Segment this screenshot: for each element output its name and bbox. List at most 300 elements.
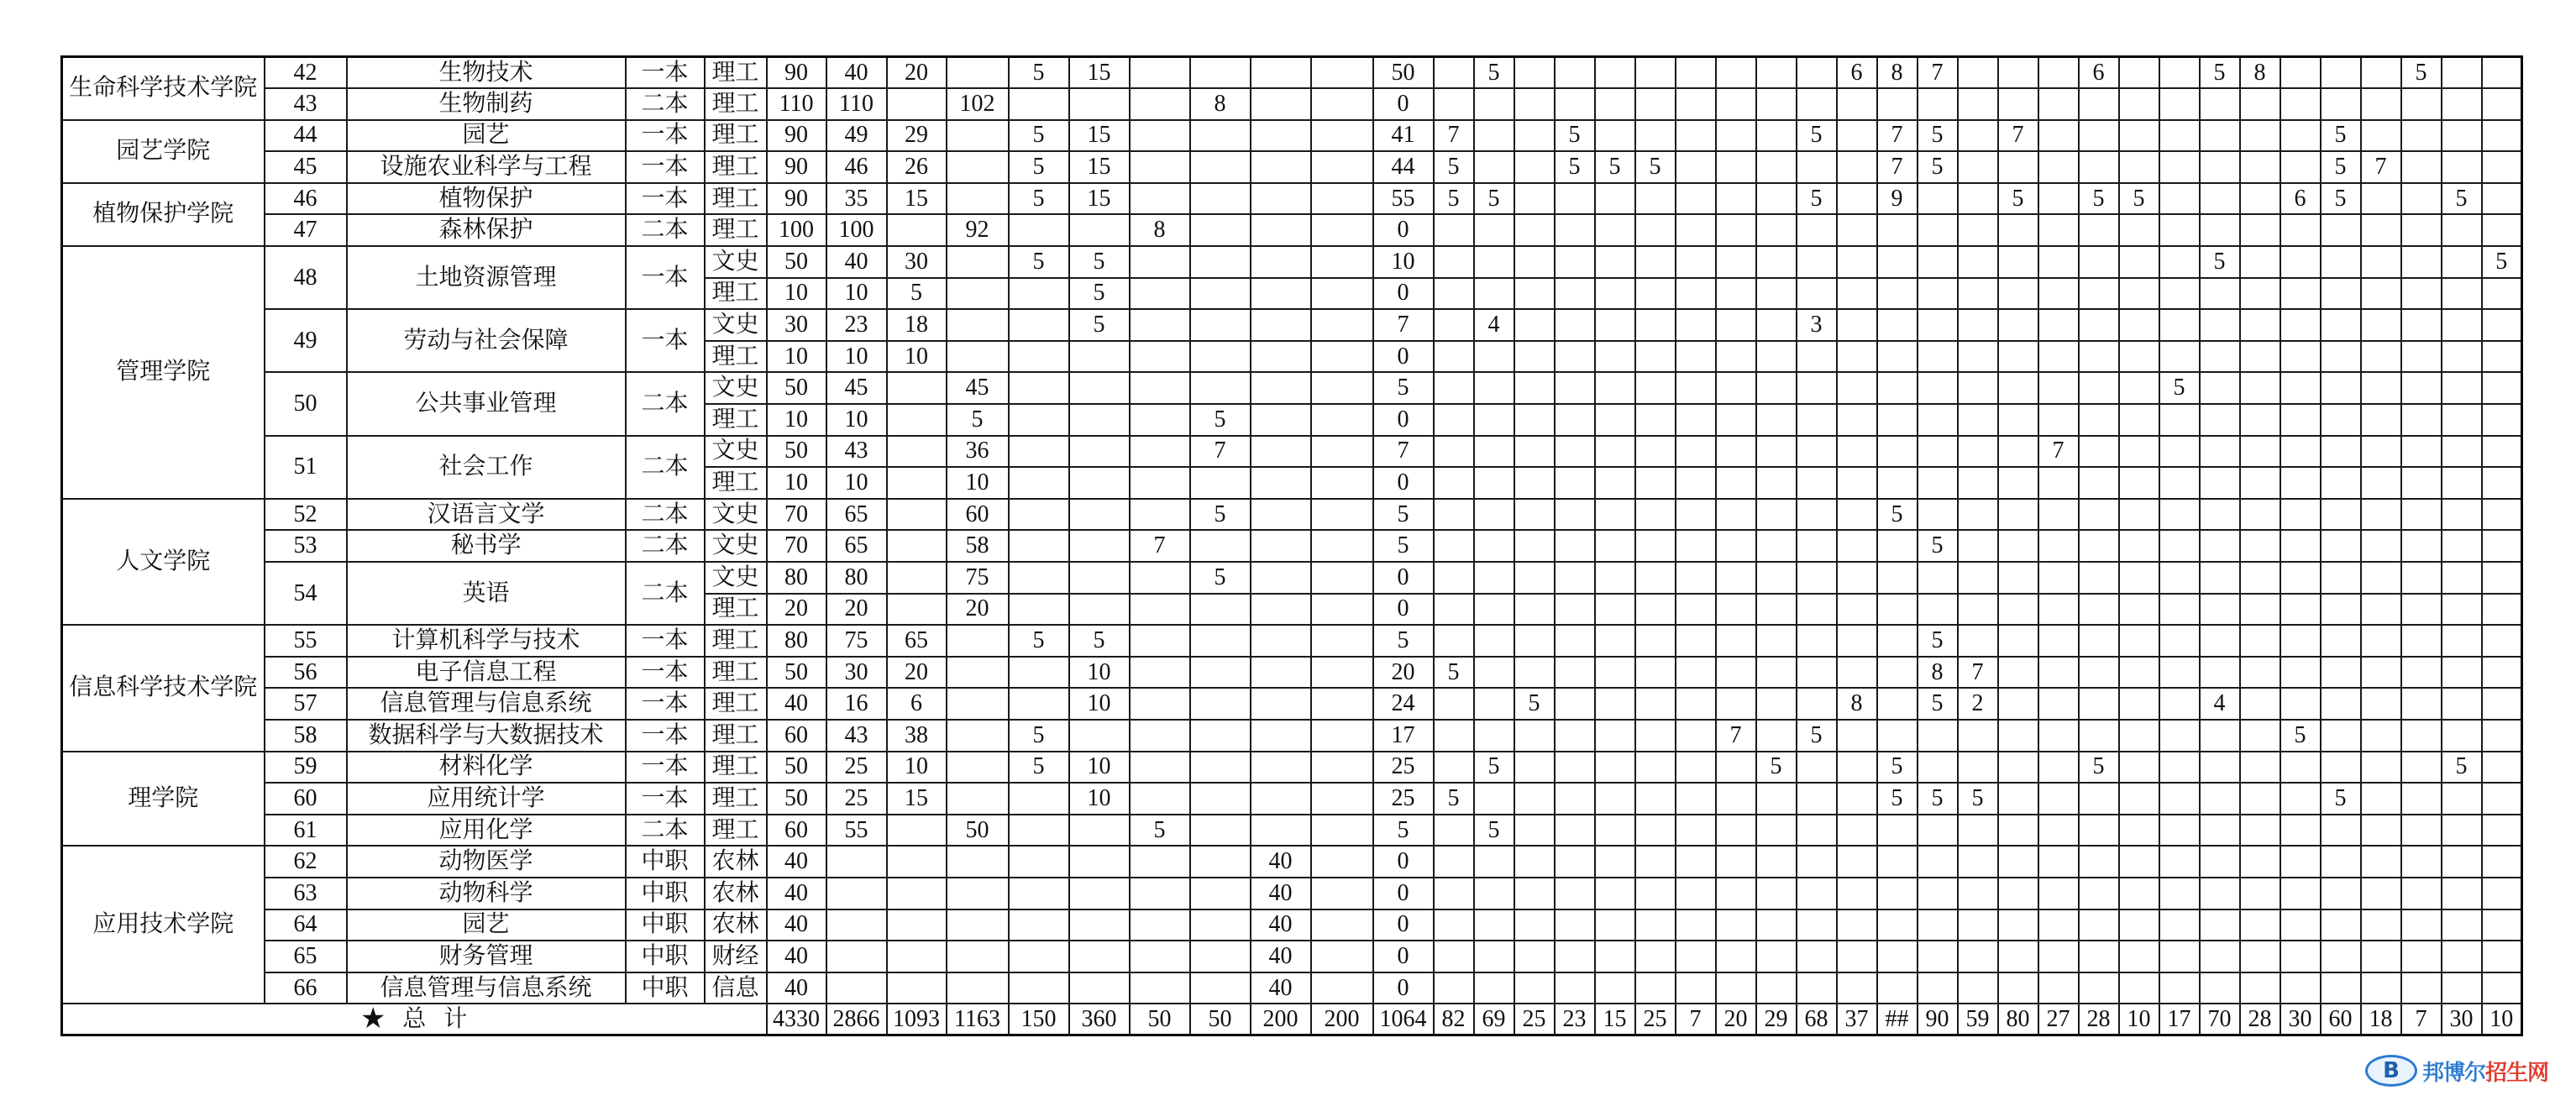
distribution-value-cell xyxy=(2240,120,2280,152)
subject-category-cell: 理工 xyxy=(705,720,767,752)
major-name-cell: 生物制药 xyxy=(347,88,626,120)
distribution-value-cell xyxy=(2442,151,2482,183)
distribution-value-cell xyxy=(2482,972,2522,1004)
distribution-value-cell xyxy=(2361,246,2401,278)
plan-value-cell: 20 xyxy=(887,657,947,689)
table-row xyxy=(62,499,2522,531)
distribution-value-cell xyxy=(1676,183,1716,215)
distribution-value-cell xyxy=(2361,909,2401,941)
major-name-cell: 英语 xyxy=(347,562,626,625)
plan-value-cell: 40 xyxy=(767,688,826,720)
distribution-value-cell xyxy=(2321,752,2361,784)
plan-value-cell: 10 xyxy=(947,467,1009,499)
distribution-value-cell xyxy=(1635,941,1676,972)
distribution-value-cell xyxy=(1676,752,1716,784)
distribution-value-cell xyxy=(2482,214,2522,246)
distribution-value-cell: 5 xyxy=(1877,783,1918,815)
distribution-value-cell xyxy=(2442,372,2482,404)
plan-value-cell: 7 xyxy=(1190,436,1251,468)
distribution-value-cell xyxy=(1756,404,1797,436)
distribution-value-cell xyxy=(1837,625,1877,657)
subject-category-cell: 理工 xyxy=(705,752,767,784)
distribution-value-cell xyxy=(2119,720,2159,752)
distribution-value-cell xyxy=(1918,309,1958,341)
plan-value-cell xyxy=(1311,309,1373,341)
subject-category-cell: 理工 xyxy=(705,88,767,120)
plan-value-cell: 10 xyxy=(887,752,947,784)
distribution-value-cell xyxy=(1676,467,1716,499)
distribution-value-cell xyxy=(1676,594,1716,626)
distribution-value-cell xyxy=(2321,246,2361,278)
plan-value-cell: 5 xyxy=(1190,562,1251,594)
distribution-value-cell xyxy=(1635,657,1676,689)
distribution-value-cell xyxy=(2159,436,2200,468)
plan-value-cell xyxy=(1130,752,1190,784)
distribution-value-cell xyxy=(2200,88,2240,120)
plan-value-cell xyxy=(1251,594,1311,626)
distribution-value-cell xyxy=(2280,909,2321,941)
distribution-value-cell: 5 xyxy=(1797,183,1837,215)
distribution-value-cell xyxy=(2280,688,2321,720)
plan-value-cell: 0 xyxy=(1373,878,1434,909)
plan-value-cell xyxy=(1130,562,1190,594)
distribution-value-cell xyxy=(1998,972,2038,1004)
distribution-value-cell xyxy=(1837,436,1877,468)
distribution-value-cell xyxy=(2159,88,2200,120)
plan-value-cell xyxy=(1069,404,1130,436)
distribution-value-cell xyxy=(2200,436,2240,468)
plan-value-cell xyxy=(1069,214,1130,246)
distribution-value-cell xyxy=(1514,404,1555,436)
plan-value-cell: 20 xyxy=(887,57,947,89)
plan-value-cell xyxy=(1251,783,1311,815)
distribution-value-cell xyxy=(2442,972,2482,1004)
table-row xyxy=(62,57,2522,89)
table-row xyxy=(62,688,2522,720)
distribution-value-cell xyxy=(2119,530,2159,562)
plan-value-cell: 17 xyxy=(1373,720,1434,752)
plan-value-cell xyxy=(1251,183,1311,215)
total-plan-value-cell: 1064 xyxy=(1373,1004,1434,1035)
distribution-value-cell xyxy=(2038,372,2079,404)
distribution-value-cell xyxy=(2159,783,2200,815)
distribution-value-cell xyxy=(1635,625,1676,657)
batch-level-cell: 一本 xyxy=(626,783,705,815)
distribution-value-cell xyxy=(1998,783,2038,815)
plan-value-cell: 0 xyxy=(1373,594,1434,626)
distribution-value-cell xyxy=(1474,941,1514,972)
distribution-value-cell xyxy=(1514,183,1555,215)
distribution-value-cell xyxy=(2240,278,2280,310)
plan-value-cell: 40 xyxy=(1251,972,1311,1004)
total-plan-value-cell: 4330 xyxy=(767,1004,826,1035)
distribution-value-cell xyxy=(2038,151,2079,183)
plan-value-cell xyxy=(1130,688,1190,720)
plan-value-cell: 25 xyxy=(826,783,887,815)
distribution-value-cell xyxy=(1998,909,2038,941)
plan-value-cell: 25 xyxy=(1373,752,1434,784)
plan-value-cell xyxy=(1311,499,1373,531)
distribution-value-cell xyxy=(2401,278,2442,310)
distribution-value-cell xyxy=(2240,341,2280,373)
distribution-value-cell xyxy=(1877,720,1918,752)
distribution-value-cell xyxy=(1635,688,1676,720)
distribution-value-cell xyxy=(1877,562,1918,594)
distribution-value-cell xyxy=(2361,846,2401,878)
distribution-value-cell xyxy=(1514,941,1555,972)
distribution-value-cell xyxy=(1797,530,1837,562)
distribution-value-cell xyxy=(1756,657,1797,689)
distribution-value-cell: 7 xyxy=(1877,120,1918,152)
plan-value-cell xyxy=(1190,941,1251,972)
distribution-value-cell xyxy=(1797,909,1837,941)
plan-value-cell xyxy=(1311,941,1373,972)
distribution-value-cell xyxy=(1595,467,1635,499)
distribution-value-cell xyxy=(1797,88,1837,120)
plan-value-cell: 110 xyxy=(767,88,826,120)
distribution-value-cell xyxy=(1958,878,1998,909)
distribution-value-cell xyxy=(1474,499,1514,531)
distribution-value-cell xyxy=(1958,309,1998,341)
plan-value-cell xyxy=(1069,88,1130,120)
distribution-value-cell xyxy=(1998,88,2038,120)
distribution-value-cell xyxy=(1797,688,1837,720)
distribution-value-cell xyxy=(1998,815,2038,847)
distribution-value-cell xyxy=(1514,625,1555,657)
distribution-value-cell xyxy=(2321,57,2361,89)
batch-level-cell: 一本 xyxy=(626,183,705,215)
distribution-value-cell xyxy=(1918,499,1958,531)
plan-value-cell: 60 xyxy=(767,815,826,847)
plan-value-cell: 50 xyxy=(767,752,826,784)
subject-category-cell: 文史 xyxy=(705,436,767,468)
plan-value-cell: 100 xyxy=(767,214,826,246)
plan-value-cell xyxy=(1251,625,1311,657)
distribution-value-cell xyxy=(2280,972,2321,1004)
subject-category-cell: 理工 xyxy=(705,404,767,436)
distribution-value-cell xyxy=(1877,246,1918,278)
batch-level-cell: 一本 xyxy=(626,720,705,752)
distribution-value-cell xyxy=(1918,562,1958,594)
distribution-value-cell xyxy=(2401,878,2442,909)
distribution-value-cell xyxy=(2200,752,2240,784)
plan-value-cell: 75 xyxy=(947,562,1009,594)
distribution-value-cell xyxy=(1837,341,1877,373)
distribution-value-cell xyxy=(1555,783,1595,815)
major-name-cell: 土地资源管理 xyxy=(347,246,626,309)
plan-value-cell xyxy=(1130,972,1190,1004)
distribution-value-cell xyxy=(1958,909,1998,941)
table-row xyxy=(62,972,2522,1004)
subject-category-cell: 理工 xyxy=(705,783,767,815)
distribution-value-cell xyxy=(1555,499,1595,531)
distribution-value-cell xyxy=(2482,752,2522,784)
distribution-value-cell xyxy=(2361,88,2401,120)
distribution-value-cell xyxy=(1716,688,1756,720)
plan-value-cell: 5 xyxy=(947,404,1009,436)
plan-value-cell: 40 xyxy=(1251,909,1311,941)
distribution-value-cell xyxy=(1514,57,1555,89)
plan-value-cell xyxy=(1130,846,1190,878)
subject-category-cell: 理工 xyxy=(705,625,767,657)
distribution-value-cell: 7 xyxy=(1434,120,1474,152)
plan-value-cell: 30 xyxy=(826,657,887,689)
plan-value-cell: 20 xyxy=(767,594,826,626)
distribution-value-cell xyxy=(2079,214,2119,246)
distribution-value-cell xyxy=(1797,278,1837,310)
distribution-value-cell xyxy=(2200,562,2240,594)
major-name-cell: 数据科学与大数据技术 xyxy=(347,720,626,752)
plan-value-cell xyxy=(1311,783,1373,815)
distribution-value-cell xyxy=(2240,88,2280,120)
total-distribution-value-cell: 59 xyxy=(1958,1004,1998,1035)
plan-value-cell xyxy=(1251,752,1311,784)
distribution-value-cell xyxy=(1716,151,1756,183)
distribution-value-cell xyxy=(1676,341,1716,373)
major-name-cell: 动物医学 xyxy=(347,846,626,878)
distribution-value-cell xyxy=(2280,846,2321,878)
distribution-value-cell xyxy=(2240,657,2280,689)
plan-value-cell xyxy=(1190,467,1251,499)
plan-value-cell xyxy=(1069,530,1130,562)
distribution-value-cell xyxy=(2401,972,2442,1004)
plan-value-cell xyxy=(1069,594,1130,626)
plan-value-cell: 0 xyxy=(1373,88,1434,120)
distribution-value-cell xyxy=(2119,467,2159,499)
subject-category-cell: 文史 xyxy=(705,499,767,531)
distribution-value-cell xyxy=(2361,309,2401,341)
plan-value-cell xyxy=(1311,372,1373,404)
plan-value-cell xyxy=(1190,688,1251,720)
distribution-value-cell xyxy=(1998,404,2038,436)
plan-value-cell xyxy=(1190,372,1251,404)
subject-category-cell: 文史 xyxy=(705,562,767,594)
distribution-value-cell xyxy=(2321,846,2361,878)
major-number-cell: 59 xyxy=(265,752,347,784)
distribution-value-cell xyxy=(2361,941,2401,972)
total-distribution-value-cell: 7 xyxy=(1676,1004,1716,1035)
distribution-value-cell xyxy=(1555,657,1595,689)
distribution-value-cell xyxy=(2321,341,2361,373)
distribution-value-cell: 8 xyxy=(1837,688,1877,720)
distribution-value-cell: 8 xyxy=(1877,57,1918,89)
distribution-value-cell xyxy=(1676,499,1716,531)
distribution-value-cell xyxy=(2280,372,2321,404)
distribution-value-cell xyxy=(2401,720,2442,752)
distribution-value-cell xyxy=(2442,88,2482,120)
distribution-value-cell xyxy=(1756,341,1797,373)
distribution-value-cell xyxy=(1756,278,1797,310)
batch-level-cell: 中职 xyxy=(626,909,705,941)
plan-value-cell xyxy=(1190,309,1251,341)
distribution-value-cell xyxy=(2079,625,2119,657)
plan-value-cell: 30 xyxy=(887,246,947,278)
distribution-value-cell xyxy=(1716,309,1756,341)
distribution-value-cell xyxy=(2200,499,2240,531)
distribution-value-cell xyxy=(1998,499,2038,531)
distribution-value-cell xyxy=(1474,783,1514,815)
distribution-value-cell xyxy=(2482,120,2522,152)
distribution-value-cell xyxy=(1716,594,1756,626)
batch-level-cell: 一本 xyxy=(626,657,705,689)
distribution-value-cell xyxy=(1837,467,1877,499)
distribution-value-cell: 7 xyxy=(1918,57,1958,89)
major-name-cell: 计算机科学与技术 xyxy=(347,625,626,657)
distribution-value-cell xyxy=(1958,88,1998,120)
distribution-value-cell xyxy=(1998,625,2038,657)
plan-value-cell xyxy=(1009,846,1069,878)
plan-value-cell: 70 xyxy=(767,530,826,562)
distribution-value-cell xyxy=(2482,783,2522,815)
major-name-cell: 信息管理与信息系统 xyxy=(347,688,626,720)
plan-value-cell: 5 xyxy=(1190,404,1251,436)
distribution-value-cell xyxy=(1595,530,1635,562)
distribution-value-cell: 7 xyxy=(1716,720,1756,752)
distribution-value-cell xyxy=(1676,120,1716,152)
plan-value-cell xyxy=(1251,246,1311,278)
distribution-value-cell: 5 xyxy=(2119,183,2159,215)
distribution-value-cell xyxy=(1635,878,1676,909)
distribution-value-cell xyxy=(1716,120,1756,152)
major-name-cell: 应用统计学 xyxy=(347,783,626,815)
distribution-value-cell xyxy=(2240,594,2280,626)
distribution-value-cell xyxy=(2240,309,2280,341)
distribution-value-cell xyxy=(1958,846,1998,878)
major-name-cell: 动物科学 xyxy=(347,878,626,909)
distribution-value-cell xyxy=(1434,878,1474,909)
plan-value-cell xyxy=(1311,720,1373,752)
plan-value-cell xyxy=(1251,499,1311,531)
plan-value-cell: 80 xyxy=(826,562,887,594)
total-distribution-value-cell: 90 xyxy=(1918,1004,1958,1035)
plan-value-cell: 0 xyxy=(1373,341,1434,373)
distribution-value-cell xyxy=(1716,214,1756,246)
distribution-value-cell xyxy=(1756,530,1797,562)
distribution-value-cell xyxy=(1756,846,1797,878)
distribution-value-cell xyxy=(2321,878,2361,909)
plan-value-cell xyxy=(1190,594,1251,626)
distribution-value-cell xyxy=(2442,404,2482,436)
distribution-value-cell xyxy=(2361,214,2401,246)
distribution-value-cell xyxy=(1676,688,1716,720)
distribution-value-cell xyxy=(2119,436,2159,468)
plan-value-cell xyxy=(1190,878,1251,909)
table-row xyxy=(62,562,2522,594)
plan-value-cell: 50 xyxy=(767,436,826,468)
distribution-value-cell xyxy=(1434,436,1474,468)
plan-value-cell: 15 xyxy=(1069,183,1130,215)
plan-value-cell xyxy=(1130,720,1190,752)
plan-value-cell xyxy=(1311,972,1373,1004)
distribution-value-cell xyxy=(1797,467,1837,499)
distribution-value-cell xyxy=(2200,657,2240,689)
distribution-value-cell xyxy=(2361,57,2401,89)
major-number-cell: 42 xyxy=(265,57,347,89)
distribution-value-cell xyxy=(1837,720,1877,752)
distribution-value-cell xyxy=(1797,815,1837,847)
distribution-value-cell xyxy=(2079,341,2119,373)
distribution-value-cell xyxy=(1676,972,1716,1004)
distribution-value-cell xyxy=(1474,404,1514,436)
batch-level-cell: 一本 xyxy=(626,151,705,183)
distribution-value-cell xyxy=(2321,436,2361,468)
distribution-value-cell xyxy=(1958,467,1998,499)
distribution-value-cell xyxy=(1474,562,1514,594)
plan-value-cell xyxy=(1190,846,1251,878)
distribution-value-cell xyxy=(2482,846,2522,878)
plan-value-cell: 0 xyxy=(1373,562,1434,594)
plan-value-cell xyxy=(1311,878,1373,909)
distribution-value-cell xyxy=(2200,783,2240,815)
distribution-value-cell xyxy=(1998,720,2038,752)
plan-value-cell: 58 xyxy=(947,530,1009,562)
total-distribution-value-cell: 60 xyxy=(2321,1004,2361,1035)
distribution-value-cell xyxy=(1434,909,1474,941)
distribution-value-cell xyxy=(2442,720,2482,752)
plan-value-cell xyxy=(826,878,887,909)
distribution-value-cell xyxy=(1635,246,1676,278)
distribution-value-cell xyxy=(2280,815,2321,847)
distribution-value-cell xyxy=(2321,594,2361,626)
plan-value-cell xyxy=(1311,120,1373,152)
plan-value-cell xyxy=(947,309,1009,341)
distribution-value-cell xyxy=(2401,657,2442,689)
batch-level-cell: 二本 xyxy=(626,499,705,531)
plan-value-cell xyxy=(947,183,1009,215)
plan-value-cell xyxy=(1190,972,1251,1004)
distribution-value-cell: 5 xyxy=(1958,783,1998,815)
distribution-value-cell xyxy=(2159,752,2200,784)
plan-value-cell xyxy=(1251,309,1311,341)
plan-value-cell xyxy=(1009,372,1069,404)
distribution-value-cell xyxy=(1635,783,1676,815)
plan-value-cell: 80 xyxy=(767,562,826,594)
distribution-value-cell xyxy=(1837,372,1877,404)
plan-value-cell xyxy=(1069,341,1130,373)
distribution-value-cell xyxy=(1797,562,1837,594)
plan-value-cell xyxy=(1190,341,1251,373)
distribution-value-cell: 5 xyxy=(1555,151,1595,183)
distribution-value-cell xyxy=(1514,562,1555,594)
distribution-value-cell xyxy=(1837,151,1877,183)
plan-value-cell xyxy=(1251,278,1311,310)
distribution-value-cell xyxy=(1474,909,1514,941)
subject-category-cell: 理工 xyxy=(705,467,767,499)
distribution-value-cell xyxy=(1918,720,1958,752)
distribution-value-cell xyxy=(1635,972,1676,1004)
plan-value-cell xyxy=(1190,530,1251,562)
major-number-cell: 49 xyxy=(265,309,347,372)
distribution-value-cell xyxy=(1514,214,1555,246)
distribution-value-cell xyxy=(2442,309,2482,341)
plan-value-cell: 0 xyxy=(1373,278,1434,310)
plan-value-cell xyxy=(1190,57,1251,89)
distribution-value-cell xyxy=(1434,88,1474,120)
batch-level-cell: 中职 xyxy=(626,878,705,909)
plan-value-cell: 50 xyxy=(767,372,826,404)
distribution-value-cell xyxy=(2200,183,2240,215)
distribution-value-cell xyxy=(2280,752,2321,784)
plan-value-cell xyxy=(1311,151,1373,183)
distribution-value-cell xyxy=(1797,404,1837,436)
distribution-value-cell xyxy=(1555,878,1595,909)
distribution-value-cell xyxy=(1514,88,1555,120)
plan-value-cell xyxy=(1311,404,1373,436)
distribution-value-cell xyxy=(2119,657,2159,689)
batch-level-cell: 一本 xyxy=(626,120,705,152)
distribution-value-cell xyxy=(1998,878,2038,909)
plan-value-cell: 75 xyxy=(826,625,887,657)
